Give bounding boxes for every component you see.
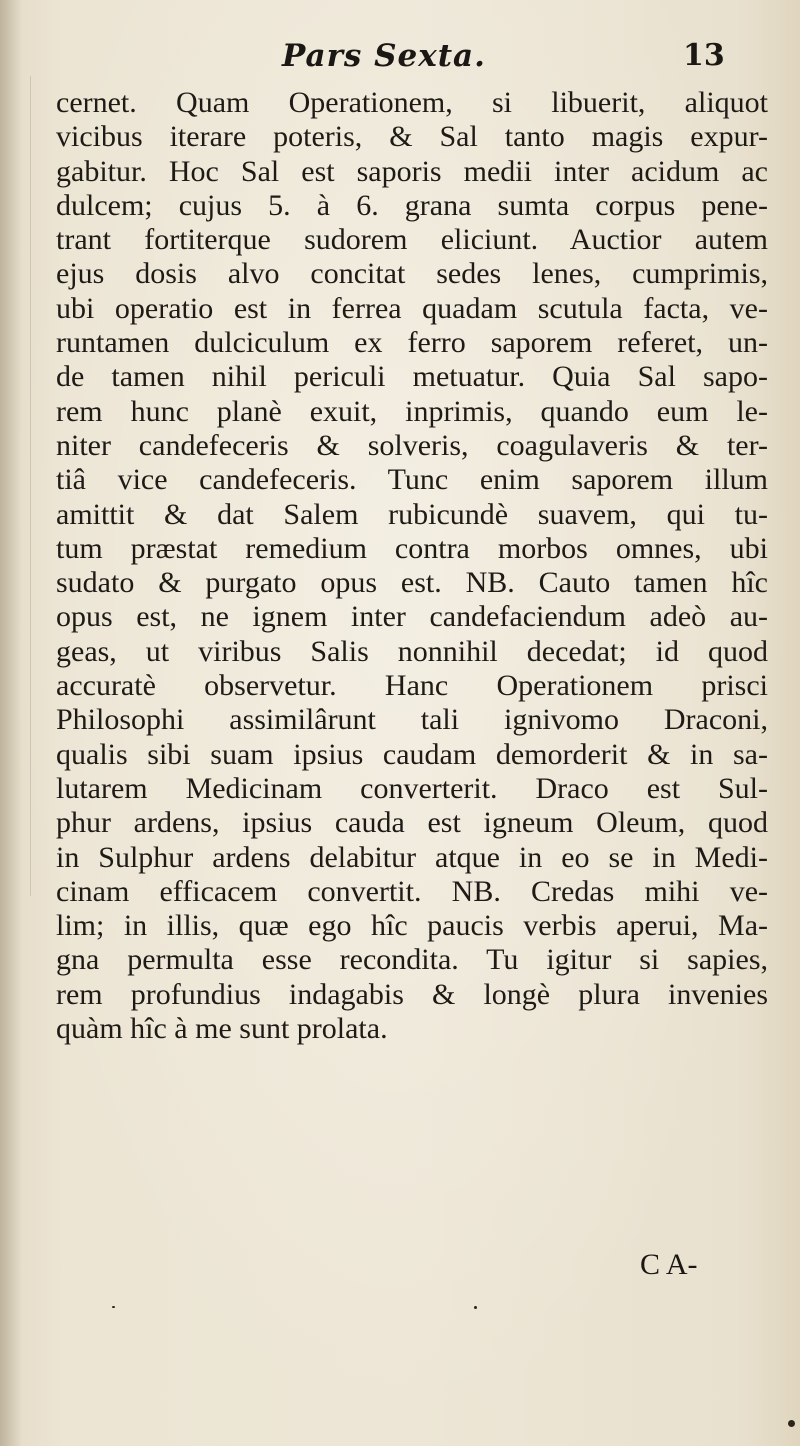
text-line-last: quàm hîc à me sunt prolata. xyxy=(56,1012,388,1046)
running-head xyxy=(0,38,800,78)
ink-speck xyxy=(474,1306,477,1309)
text-line: in Sulphur ardens delabitur atque in eo se in Medi- xyxy=(56,840,768,874)
text-line: trant fortiterque sudorem eliciunt. Auctior autem xyxy=(56,223,768,257)
text-line: amittit & dat Salem rubicundè suavem, qui tu- xyxy=(56,497,768,531)
page-number: 13 xyxy=(683,38,725,73)
text-line: ubi operatio est in ferrea quadam scutula facta, ve- xyxy=(56,291,768,325)
text-line: vicibus iterare poteris, & Sal tanto magis expur- xyxy=(56,120,768,154)
ink-speck xyxy=(112,1306,115,1308)
body-text xyxy=(56,86,768,1046)
ink-speck xyxy=(788,1420,795,1427)
text-line: rem profundius indagabis & longè plura invenies xyxy=(56,977,768,1011)
text-line: geas, ut viribus Salis nonnihil decedat; id quod xyxy=(56,634,768,668)
text-line: phur ardens, ipsius cauda est igneum Oleum, quod xyxy=(56,806,768,840)
gutter-shadow xyxy=(0,0,22,1446)
text-line: qualis sibi suam ipsius caudam demorderit & in sa- xyxy=(56,737,768,771)
text-line: cinam efficacem convertit. NB. Credas mihi ve- xyxy=(56,874,768,908)
text-line: cernet. Quam Operationem, si libuerit, aliquot xyxy=(56,86,768,119)
text-line: dulcem; cujus 5. à 6. grana sumta corpus pene- xyxy=(56,188,768,222)
text-line: rem hunc planè exuit, inprimis, quando eum le- xyxy=(56,394,768,428)
text-line: runtamen dulciculum ex ferro saporem referet, un- xyxy=(56,326,768,360)
text-line: accuratè observetur. Hanc Operationem prisci xyxy=(56,669,768,703)
text-line: de tamen nihil periculi metuatur. Quia Sal sapo- xyxy=(56,360,768,394)
text-line: Philosophi assimilârunt tali ignivomo Draconi, xyxy=(56,703,768,737)
text-line: gna permulta esse recondita. Tu igitur si sapies, xyxy=(56,943,768,977)
text-line: opus est, ne ignem inter candefaciendum adeò au- xyxy=(56,600,768,634)
text-line: lutarem Medicinam converterit. Draco est Sul- xyxy=(56,771,768,805)
margin-rule xyxy=(30,76,31,896)
catchword: C A- xyxy=(640,1248,698,1281)
text-line: tiâ vice candefeceris. Tunc enim saporem illum xyxy=(56,463,768,497)
text-line: sudato & purgato opus est. NB. Cauto tamen hîc xyxy=(56,566,768,600)
text-line: tum præstat remedium contra morbos omnes, ubi xyxy=(56,531,768,565)
running-title: Pars Sexta. xyxy=(282,38,486,74)
text-line: gabitur. Hoc Sal est saporis medii inter acidum ac xyxy=(56,154,768,188)
text-line: ejus dosis alvo concitat sedes lenes, cumprimis, xyxy=(56,257,768,291)
text-line: niter candefeceris & solveris, coagulaveris & ter- xyxy=(56,428,768,462)
text-line: lim; in illis, quæ ego hîc paucis verbis aperui, Ma- xyxy=(56,909,768,943)
